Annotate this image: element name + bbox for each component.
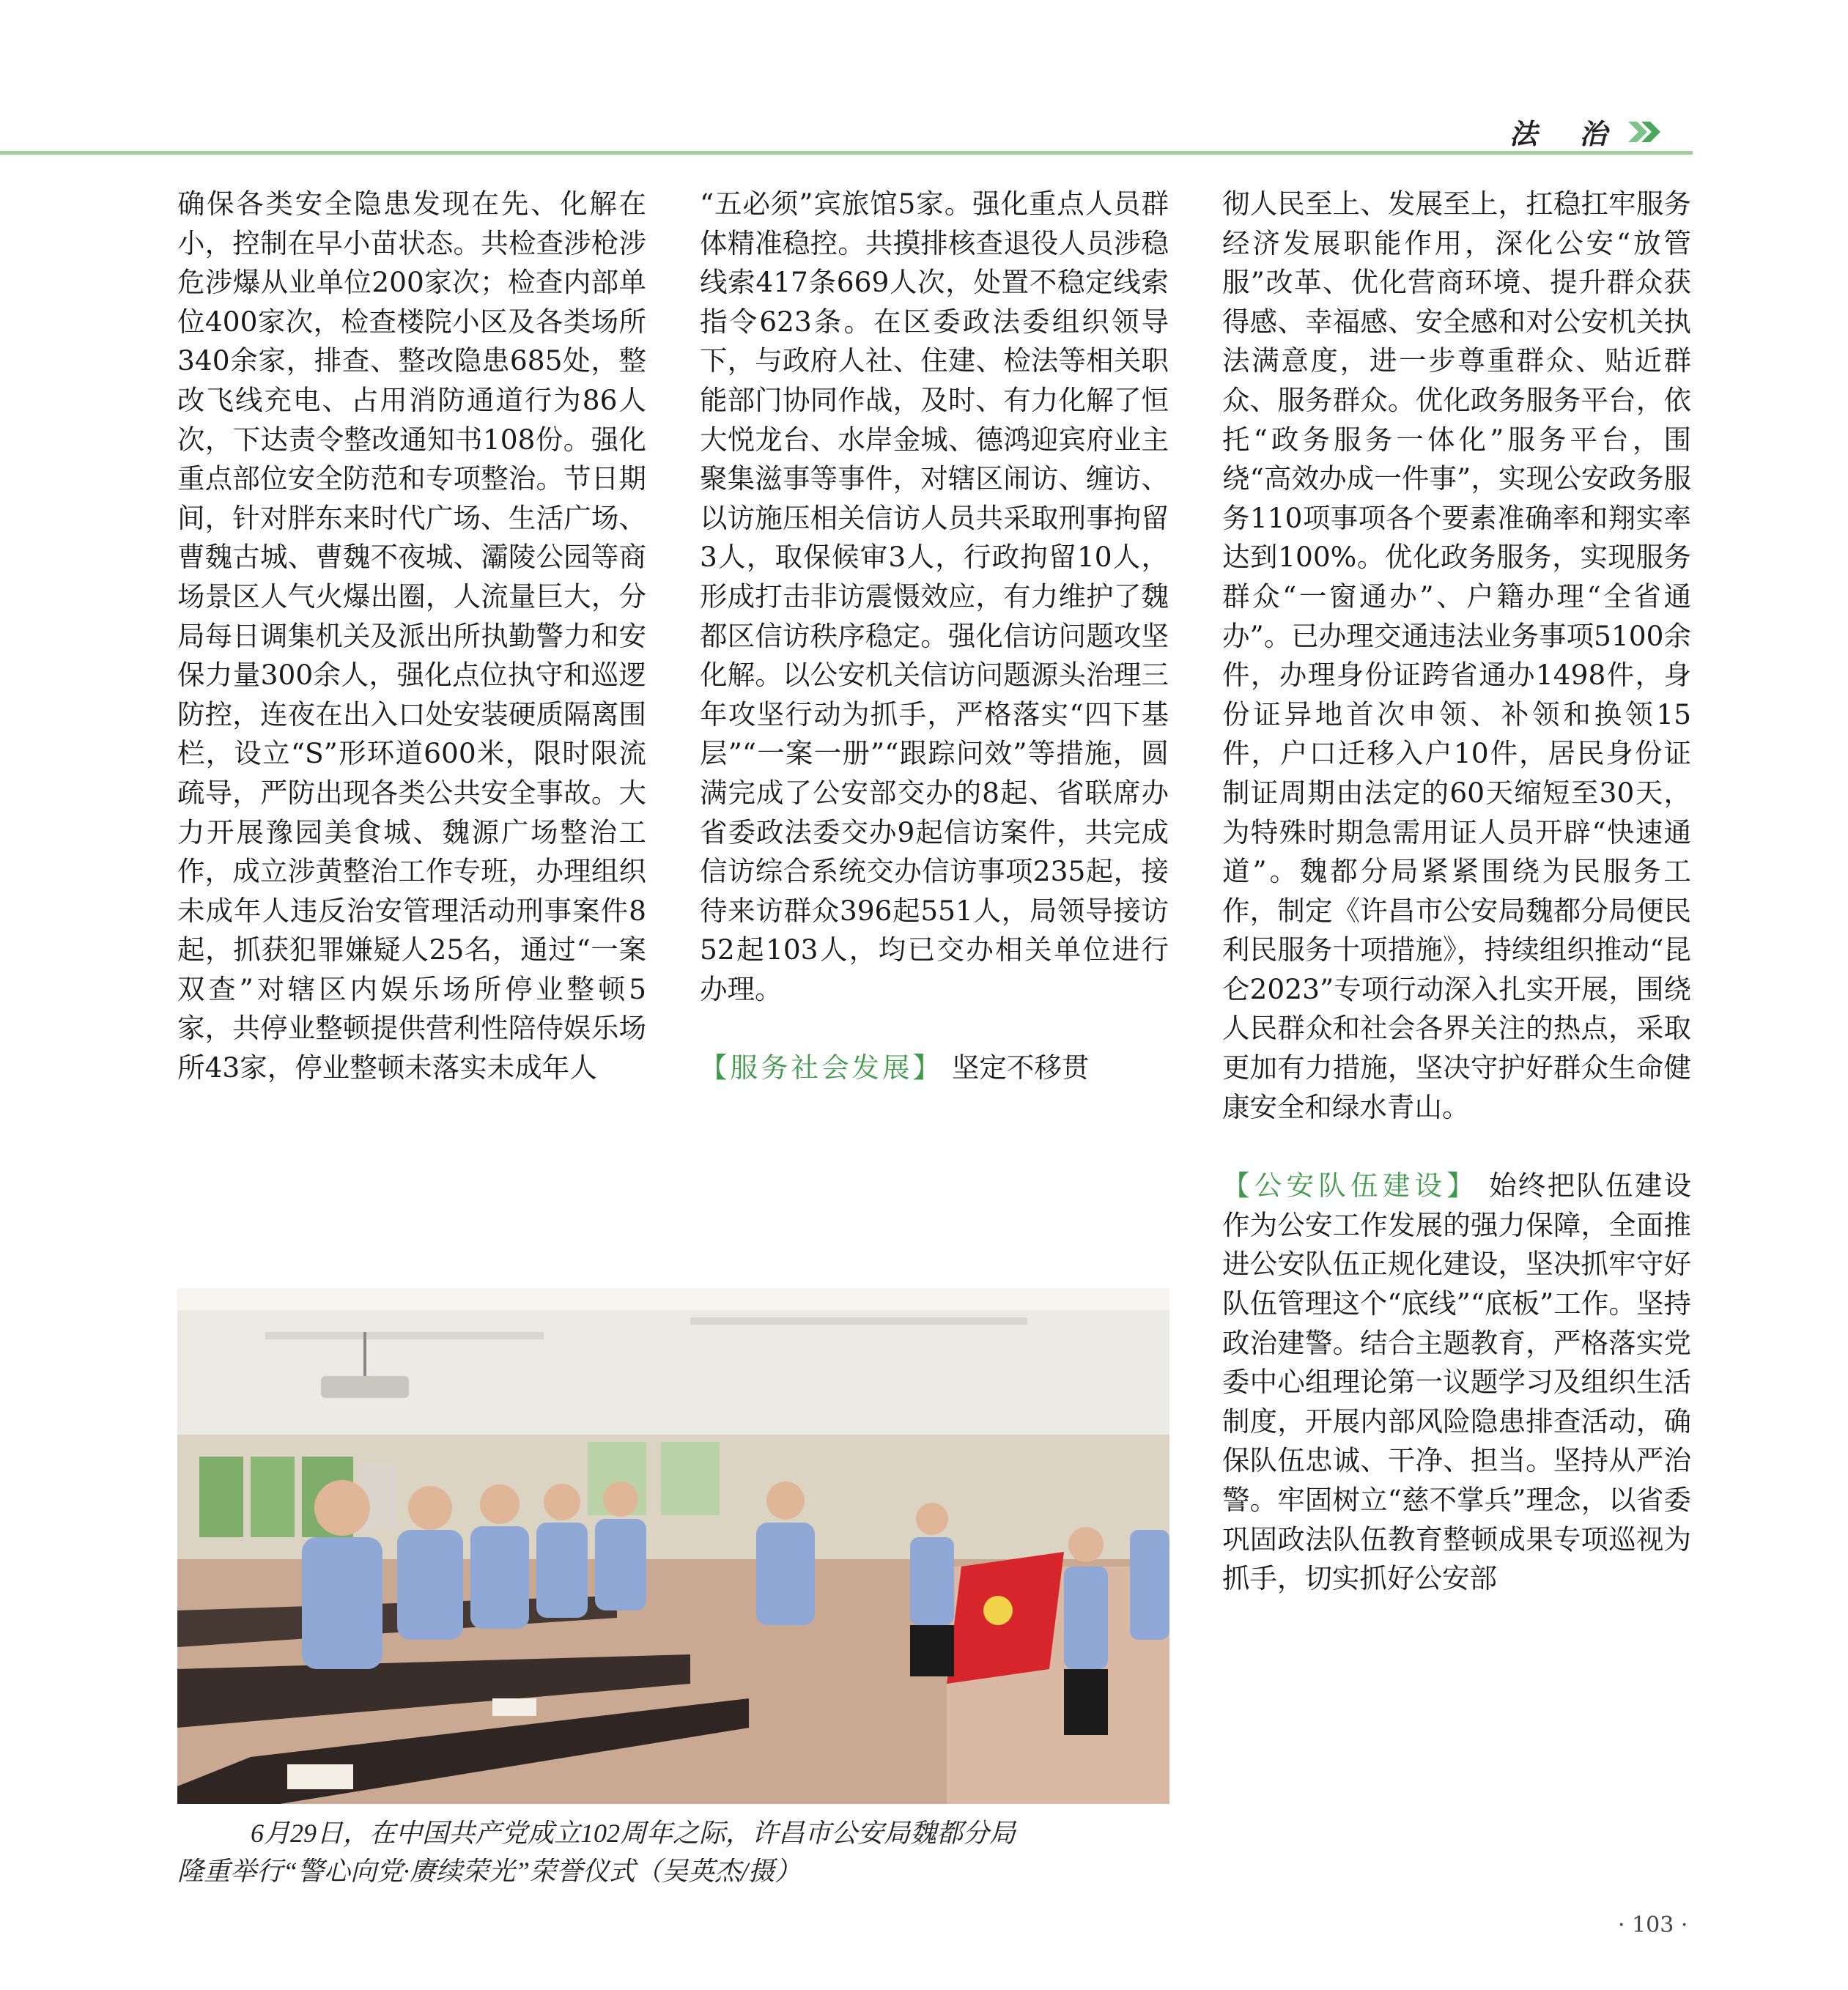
caption-line-2: 隆重举行“警心向党·赓续荣光”荣誉仪式（吴英杰/摄）	[177, 1857, 802, 1886]
paragraph: “五必须”宾旅馆5家。强化重点人员群体精准稳控。共摸排核查退役人员涉稳线索417条669人次，处置不稳定线索指令623条。在区委政法委组织领导下，与政府人社、住建、检法等相关职能部门协同作战，及时、有力化解了恒大悦龙台、水岸金城、德鸿迎宾府业主聚集滋事等事件，对辖区闹访、缠访、以访施压相关信访人员共采取刑事拘留3人，取保候审3人，行政拘留10人，形成打击非访震慑效应，有力维护了魏都区信访秩序稳定。强化信访问题攻坚化解。以公安机关信访问题源头治理三年攻坚行动为抓手，严格落实“四下基层”“一案一册”“跟踪问效”等措施，圆满完成了公安部交办的8起、省联席办省委政法委交办9起信访案件，共完成信访综合系统交办信访事项235起，接待来访群众396起551人，局领导接访52起103人，均已交办相关单位进行办理。	[700, 188, 1169, 1005]
photo-caption	[177, 1814, 1189, 1890]
ceremony-photo	[177, 1288, 1169, 1804]
paragraph-start	[1222, 1166, 1691, 1599]
section-heading-team: 【公安队伍建设】	[1222, 1169, 1479, 1202]
paragraph-text: 始终把队伍建设作为公安工作发展的强力保障，全面推进公安队伍正规化建设，坚决抓牢守好队伍管理这个“底线”“底板”工作。坚持政治建警。结合主题教育，严格落实党委中心组理论第一议题学习及组织生活制度，开展内部风险隐患排查活动，确保队伍忠诚、干净、担当。坚持从严治警。牢固树立“慈不掌兵”理念，以省委巩固政法队伍教育整顿成果专项巡视为抓手，切实抓好公安部	[1222, 1169, 1692, 1595]
caption-line-1: 6月29日，在中国共产党成立102周年之际，许昌市公安局魏都分局	[251, 1819, 1016, 1848]
text-column-1	[177, 185, 646, 1088]
page-number: · 103 ·	[1618, 1912, 1688, 1938]
section-heading-service: 【服务社会发展】	[700, 1051, 943, 1084]
text-column-2	[700, 185, 1169, 1088]
ceremony-photo-illustration	[177, 1288, 1169, 1804]
header-rule	[0, 151, 1693, 155]
paragraph-start	[700, 1048, 1169, 1088]
paragraph: 彻人民至上、发展至上，扛稳扛牢服务经济发展职能作用，深化公安“放管服”改革、优化营商环境、提升群众获得感、幸福感、安全感和对公安机关执法满意度，进一步尊重群众、贴近群众、服务群众。优化政务服务平台，依托“政务服务一体化”服务平台，围绕“高效办成一件事”，实现公安政务服务110项事项各个要素准确率和翔实率达到100%。优化政务服务，实现服务群众“一窗通办”、户籍办理“全省通办”。已办理交通违法业务事项5100余件，办理身份证跨省通办1498件，身份证异地首次申领、补领和换领15件，户口迁移入户10件，居民身份证制证周期由法定的60天缩短至30天，为特殊时期急需用证人员开辟“快速通道”。魏都分局紧紧围绕为民服务工作，制定《许昌市公安局魏都分局便民利民服务十项措施》，持续组织推动“昆仑2023”专项行动深入扎实开展，围绕人民群众和社会各界关注的热点，采取更加有力措施，坚决守护好群众生命健康安全和绿水青山。	[1222, 188, 1691, 1123]
paragraph-text: 坚定不移贯	[951, 1051, 1090, 1084]
section-title: 法 治	[1509, 118, 1624, 150]
paragraph: 确保各类安全隐患发现在先、化解在小，控制在早小苗状态。共检查涉枪涉危涉爆从业单位200家次；检查内部单位400家次，检查楼院小区及各类场所340余家，排查、整改隐患685处，整改飞线充电、占用消防通道行为86人次，下达责令整改通知书108份。强化重点部位安全防范和专项整治。节日期间，针对胖东来时代广场、生活广场、曹魏古城、曹魏不夜城、灞陵公园等商场景区人气火爆出圈，人流量巨大，分局每日调集机关及派出所执勤警力和安保力量300余人，强化点位执守和巡逻防控，连夜在出入口处安装硬质隔离围栏，设立“S”形环道600米，限时限流疏导，严防出现各类公共安全事故。大力开展豫园美食城、魏源广场整治工作，成立涉黄整治工作专班，办理组织未成年人违反治安管理活动刑事案件8起，抓获犯罪嫌疑人25名，通过“一案双查”对辖区内娱乐场所停业整顿5家，共停业整顿提供营利性陪侍娱乐场所43家，停业整顿未落实未成年人	[177, 188, 646, 1084]
text-column-3	[1222, 185, 1691, 1599]
chevron-right-icon	[1625, 119, 1669, 145]
